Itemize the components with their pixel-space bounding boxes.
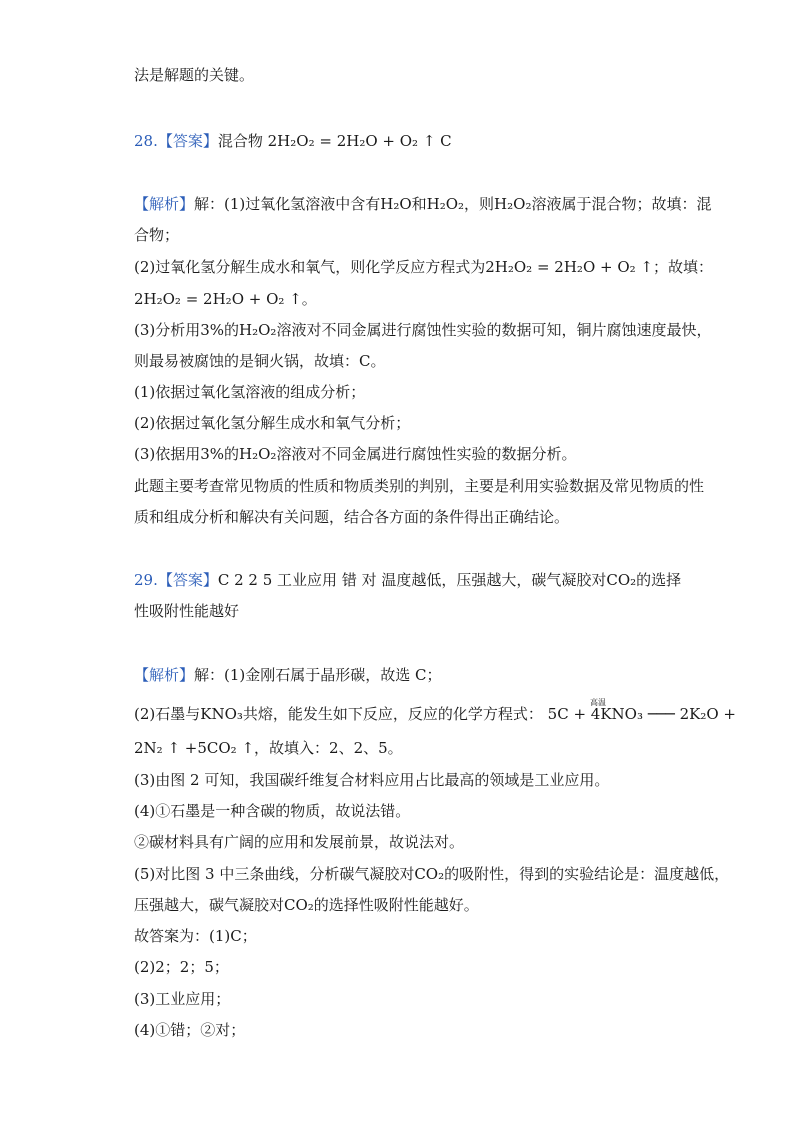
paragraph-text: (5)对比图 3 中三条曲线，分析碳气凝胶对CO₂的吸附性，得到的实验结论是：温度越低， (134, 865, 730, 883)
text-line (134, 863, 729, 885)
text-line (134, 894, 479, 916)
text-line (134, 412, 410, 434)
text-line (134, 769, 609, 791)
paragraph-text: 法是解题的关键。 (134, 66, 255, 84)
text-line (134, 925, 257, 947)
text-line (134, 831, 464, 853)
paragraph-text: (4)①错；②对； (134, 1021, 246, 1039)
text-line (134, 381, 365, 403)
text-line (134, 737, 403, 759)
paragraph-text: (2)石墨与KNO₃共熔，能发生如下反应，反应的化学方程式： 5C + 4KNO₃ ─── 2K₂O + (134, 705, 736, 723)
text-line (134, 64, 254, 86)
answer-text: C 2 2 5 工业应用 错 对 温度越低，压强越大，碳气凝胶对CO₂的选择 (217, 571, 682, 589)
text-line (134, 600, 239, 622)
paragraph-text: 2H₂O₂ = 2H₂O + O₂ ↑。 (134, 290, 317, 308)
paragraph-text: (3)分析用3%的H₂O₂溶液对不同金属进行腐蚀性实验的数据可知，铜片腐蚀速度最快， (134, 321, 712, 339)
paragraph-text: 质和组成分析和解决有关问题，结合各方面的条件得出正确结论。 (134, 508, 570, 526)
analysis-tag: 【解析】 (134, 195, 195, 213)
text-line (134, 988, 230, 1010)
paragraph-text: ②碳材料具有广阔的应用和发展前景，故说法对。 (134, 833, 465, 851)
answer-tag: 【答案】 (157, 571, 218, 589)
text-line (134, 800, 410, 822)
paragraph-text: 2N₂ ↑ +5CO₂ ↑，故填入：2、2、5。 (134, 739, 403, 757)
text-line (134, 350, 385, 372)
paragraph-text: (3)工业应用； (134, 990, 231, 1008)
reaction-condition-label: 高温 (590, 698, 606, 707)
analysis-tag: 【解析】 (134, 666, 195, 684)
paragraph-text: 故答案为：(1)C； (134, 927, 257, 945)
analysis-text: 解：(1)金刚石属于晶形碳，故选 C； (194, 666, 442, 684)
text-line (134, 443, 576, 465)
paragraph-text: (4)①石墨是一种含碳的物质，故说法错。 (134, 802, 411, 820)
paragraph-text: 压强越大，碳气凝胶对CO₂的选择性吸附性能越好。 (134, 896, 479, 914)
paragraph-text: (2)过氧化氢分解生成水和氧气，则化学反应方程式为2H₂O₂ = 2H₂O + O₂ ↑；故填： (134, 258, 713, 276)
text-line (134, 288, 317, 310)
answer-28-line (134, 130, 452, 152)
answer-text: 混合物 2H₂O₂ = 2H₂O + O₂ ↑ C (217, 132, 452, 150)
text-line (134, 506, 569, 528)
question-number: 29. (134, 571, 158, 589)
analysis-text: 解：(1)过氧化氢溶液中含有H₂O和H₂O₂，则H₂O₂溶液属于混合物；故填：混 (194, 195, 712, 213)
analysis-29-line (134, 664, 442, 686)
text-line (134, 956, 229, 978)
paragraph-text: 则最易被腐蚀的是铜火锅，故填：C。 (134, 352, 386, 370)
analysis-28-line (134, 193, 711, 215)
paragraph-text: (1)依据过氧化氢溶液的组成分析； (134, 383, 366, 401)
paragraph-text: (3)依据用3%的H₂O₂溶液对不同金属进行腐蚀性实验的数据分析。 (134, 445, 577, 463)
text-line (134, 703, 736, 725)
text-line (134, 1019, 245, 1041)
question-number: 28. (134, 132, 158, 150)
text-line (134, 256, 713, 278)
answer-29-line (134, 569, 681, 591)
text-line (134, 224, 179, 246)
paragraph-text: 性吸附性能越好 (134, 602, 240, 620)
paragraph-text: (3)由图 2 可知，我国碳纤维复合材料应用占比最高的领域是工业应用。 (134, 771, 610, 789)
paragraph-text: (2)2；2；5； (134, 958, 229, 976)
paragraph-text: 此题主要考查常见物质的性质和物质类别的判别，主要是利用实验数据及常见物质的性 (134, 477, 705, 495)
text-line (134, 475, 704, 497)
paragraph-text: 合物； (134, 226, 180, 244)
answer-tag: 【答案】 (157, 132, 218, 150)
paragraph-text: (2)依据过氧化氢分解生成水和氧气分析； (134, 414, 411, 432)
text-line (134, 319, 711, 341)
